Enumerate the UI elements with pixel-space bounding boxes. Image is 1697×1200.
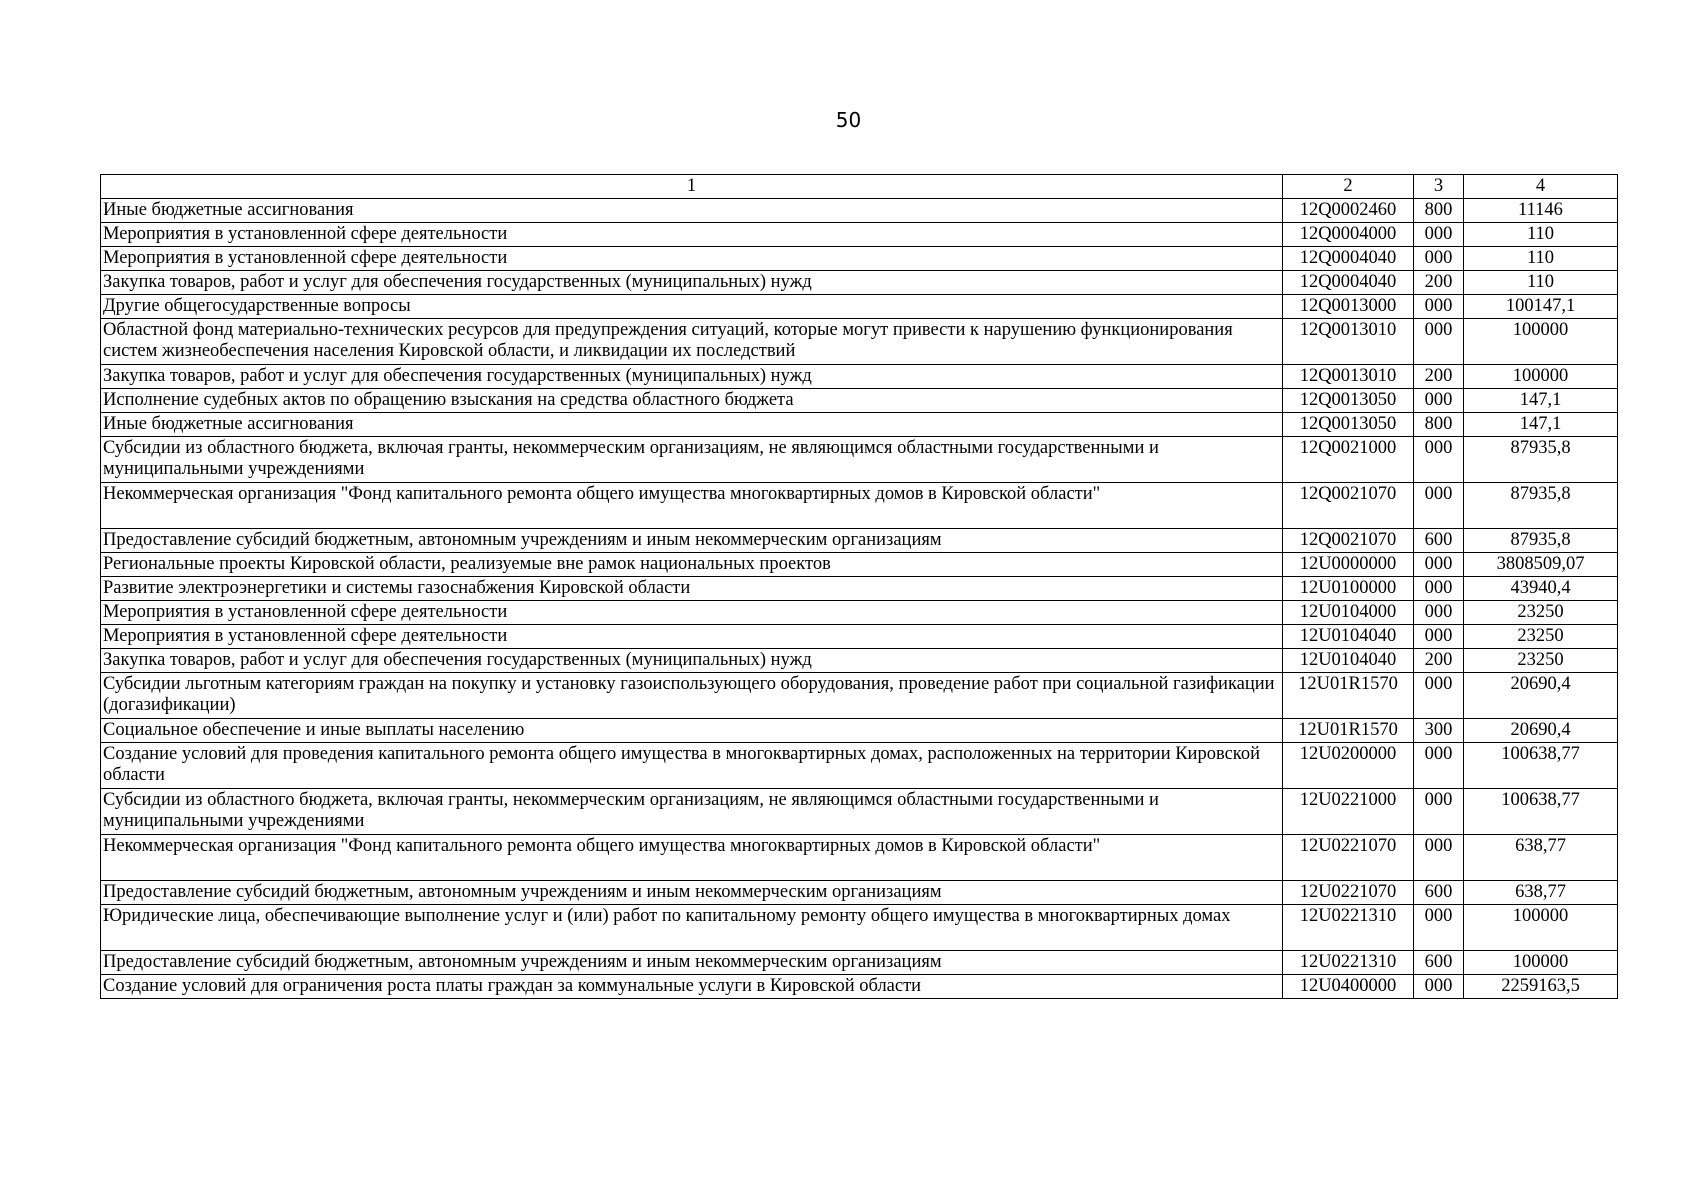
expense-type-cell: 300 bbox=[1414, 719, 1464, 743]
expense-type-cell: 600 bbox=[1414, 529, 1464, 553]
target-code-cell: 12Q0013000 bbox=[1283, 295, 1414, 319]
column-header-1: 1 bbox=[101, 175, 1283, 199]
expense-type-cell: 000 bbox=[1414, 673, 1464, 719]
column-header-2: 2 bbox=[1283, 175, 1414, 199]
expense-name-cell: Другие общегосударственные вопросы bbox=[101, 295, 1283, 319]
amount-cell: 110 bbox=[1464, 223, 1618, 247]
amount-cell: 100000 bbox=[1464, 905, 1618, 951]
expense-name-cell: Предоставление субсидий бюджетным, автономным учреждениям и иным некоммерческим организациям bbox=[101, 951, 1283, 975]
table-row bbox=[101, 673, 1618, 719]
expense-name-cell: Иные бюджетные ассигнования bbox=[101, 199, 1283, 223]
expense-name-cell: Мероприятия в установленной сфере деятельности bbox=[101, 223, 1283, 247]
target-code-cell: 12U0221310 bbox=[1283, 951, 1414, 975]
table-row bbox=[101, 881, 1618, 905]
amount-cell: 23250 bbox=[1464, 649, 1618, 673]
amount-cell: 638,77 bbox=[1464, 881, 1618, 905]
expense-type-cell: 000 bbox=[1414, 905, 1464, 951]
expense-type-cell: 800 bbox=[1414, 413, 1464, 437]
expense-name-cell: Исполнение судебных актов по обращению взыскания на средства областного бюджета bbox=[101, 389, 1283, 413]
expense-type-cell: 000 bbox=[1414, 389, 1464, 413]
expense-type-cell: 600 bbox=[1414, 881, 1464, 905]
expense-type-cell: 000 bbox=[1414, 835, 1464, 881]
table-row bbox=[101, 719, 1618, 743]
column-header-4: 4 bbox=[1464, 175, 1618, 199]
target-code-cell: 12Q0013050 bbox=[1283, 413, 1414, 437]
expense-type-cell: 000 bbox=[1414, 789, 1464, 835]
expense-type-cell: 600 bbox=[1414, 951, 1464, 975]
table-row bbox=[101, 835, 1618, 881]
amount-cell: 87935,8 bbox=[1464, 437, 1618, 483]
table-row bbox=[101, 271, 1618, 295]
target-code-cell: 12Q0013010 bbox=[1283, 319, 1414, 365]
expense-type-cell: 000 bbox=[1414, 577, 1464, 601]
amount-cell: 87935,8 bbox=[1464, 529, 1618, 553]
amount-cell: 23250 bbox=[1464, 601, 1618, 625]
expense-name-cell: Закупка товаров, работ и услуг для обеспечения государственных (муниципальных) нужд bbox=[101, 365, 1283, 389]
target-code-cell: 12Q0004000 bbox=[1283, 223, 1414, 247]
target-code-cell: 12Q0021000 bbox=[1283, 437, 1414, 483]
target-code-cell: 12U0200000 bbox=[1283, 743, 1414, 789]
expense-type-cell: 000 bbox=[1414, 295, 1464, 319]
table-row bbox=[101, 365, 1618, 389]
table-row bbox=[101, 529, 1618, 553]
target-code-cell: 12Q0002460 bbox=[1283, 199, 1414, 223]
expense-name-cell: Субсидии из областного бюджета, включая гранты, некоммерческим организациям, не являющимся областными государственными и муниципальными учреждениями bbox=[101, 437, 1283, 483]
expense-name-cell: Некоммерческая организация "Фонд капитального ремонта общего имущества многоквартирных домов в Кировской области" bbox=[101, 483, 1283, 529]
table-row bbox=[101, 905, 1618, 951]
target-code-cell: 12U0104000 bbox=[1283, 601, 1414, 625]
amount-cell: 87935,8 bbox=[1464, 483, 1618, 529]
table-row bbox=[101, 319, 1618, 365]
amount-cell: 100147,1 bbox=[1464, 295, 1618, 319]
expense-name-cell: Некоммерческая организация "Фонд капитального ремонта общего имущества многоквартирных домов в Кировской области" bbox=[101, 835, 1283, 881]
table-row bbox=[101, 483, 1618, 529]
amount-cell: 147,1 bbox=[1464, 413, 1618, 437]
table-row bbox=[101, 577, 1618, 601]
target-code-cell: 12U0221310 bbox=[1283, 905, 1414, 951]
table-row bbox=[101, 295, 1618, 319]
table-row bbox=[101, 553, 1618, 577]
expense-name-cell: Областной фонд материально-технических ресурсов для предупреждения ситуаций, которые могут привести к нарушению функционирования систем жизнеобеспечения населения Кировской области, и ликвидации их последствий bbox=[101, 319, 1283, 365]
target-code-cell: 12U0100000 bbox=[1283, 577, 1414, 601]
amount-cell: 11146 bbox=[1464, 199, 1618, 223]
expense-name-cell: Закупка товаров, работ и услуг для обеспечения государственных (муниципальных) нужд bbox=[101, 271, 1283, 295]
expense-name-cell: Субсидии льготным категориям граждан на покупку и установку газоиспользующего оборудования, проведение работ при социальной газификации (догазификации) bbox=[101, 673, 1283, 719]
amount-cell: 100000 bbox=[1464, 951, 1618, 975]
expense-name-cell: Закупка товаров, работ и услуг для обеспечения государственных (муниципальных) нужд bbox=[101, 649, 1283, 673]
amount-cell: 638,77 bbox=[1464, 835, 1618, 881]
table-row bbox=[101, 413, 1618, 437]
column-header-3: 3 bbox=[1414, 175, 1464, 199]
target-code-cell: 12U01R1570 bbox=[1283, 673, 1414, 719]
expense-type-cell: 000 bbox=[1414, 553, 1464, 577]
target-code-cell: 12U0104040 bbox=[1283, 649, 1414, 673]
expense-name-cell: Региональные проекты Кировской области, реализуемые вне рамок национальных проектов bbox=[101, 553, 1283, 577]
expense-name-cell: Предоставление субсидий бюджетным, автономным учреждениям и иным некоммерческим организациям bbox=[101, 529, 1283, 553]
amount-cell: 100638,77 bbox=[1464, 789, 1618, 835]
expense-type-cell: 000 bbox=[1414, 223, 1464, 247]
amount-cell: 147,1 bbox=[1464, 389, 1618, 413]
amount-cell: 20690,4 bbox=[1464, 673, 1618, 719]
target-code-cell: 12U0400000 bbox=[1283, 975, 1414, 999]
expense-type-cell: 000 bbox=[1414, 319, 1464, 365]
target-code-cell: 12U01R1570 bbox=[1283, 719, 1414, 743]
amount-cell: 100000 bbox=[1464, 319, 1618, 365]
amount-cell: 100638,77 bbox=[1464, 743, 1618, 789]
expense-name-cell: Субсидии из областного бюджета, включая гранты, некоммерческим организациям, не являющимся областными государственными и муниципальными учреждениями bbox=[101, 789, 1283, 835]
target-code-cell: 12U0000000 bbox=[1283, 553, 1414, 577]
amount-cell: 20690,4 bbox=[1464, 719, 1618, 743]
expense-type-cell: 000 bbox=[1414, 437, 1464, 483]
expense-name-cell: Мероприятия в установленной сфере деятельности bbox=[101, 625, 1283, 649]
expense-type-cell: 200 bbox=[1414, 271, 1464, 295]
expense-type-cell: 800 bbox=[1414, 199, 1464, 223]
table-row bbox=[101, 625, 1618, 649]
amount-cell: 23250 bbox=[1464, 625, 1618, 649]
target-code-cell: 12Q0013050 bbox=[1283, 389, 1414, 413]
expense-type-cell: 200 bbox=[1414, 649, 1464, 673]
expense-type-cell: 000 bbox=[1414, 975, 1464, 999]
table-row bbox=[101, 199, 1618, 223]
expense-type-cell: 000 bbox=[1414, 247, 1464, 271]
amount-cell: 3808509,07 bbox=[1464, 553, 1618, 577]
target-code-cell: 12U0221070 bbox=[1283, 881, 1414, 905]
table-row bbox=[101, 951, 1618, 975]
expense-type-cell: 000 bbox=[1414, 625, 1464, 649]
amount-cell: 43940,4 bbox=[1464, 577, 1618, 601]
table-row bbox=[101, 789, 1618, 835]
target-code-cell: 12Q0004040 bbox=[1283, 247, 1414, 271]
target-code-cell: 12Q0004040 bbox=[1283, 271, 1414, 295]
expense-name-cell: Мероприятия в установленной сфере деятельности bbox=[101, 601, 1283, 625]
budget-table bbox=[100, 174, 1618, 999]
table-row bbox=[101, 601, 1618, 625]
target-code-cell: 12Q0021070 bbox=[1283, 529, 1414, 553]
expense-name-cell: Юридические лица, обеспечивающие выполнение услуг и (или) работ по капитальному ремонту общего имущества в многоквартирных домах bbox=[101, 905, 1283, 951]
table-row bbox=[101, 389, 1618, 413]
table-row bbox=[101, 247, 1618, 271]
expense-name-cell: Развитие электроэнергетики и системы газоснабжения Кировской области bbox=[101, 577, 1283, 601]
expense-type-cell: 000 bbox=[1414, 483, 1464, 529]
table-row bbox=[101, 437, 1618, 483]
amount-cell: 2259163,5 bbox=[1464, 975, 1618, 999]
expense-name-cell: Создание условий для ограничения роста платы граждан за коммунальные услуги в Кировской области bbox=[101, 975, 1283, 999]
table-header-row bbox=[101, 175, 1618, 199]
amount-cell: 110 bbox=[1464, 247, 1618, 271]
amount-cell: 110 bbox=[1464, 271, 1618, 295]
target-code-cell: 12U0104040 bbox=[1283, 625, 1414, 649]
amount-cell: 100000 bbox=[1464, 365, 1618, 389]
table-row bbox=[101, 649, 1618, 673]
expense-type-cell: 200 bbox=[1414, 365, 1464, 389]
table-row bbox=[101, 743, 1618, 789]
table-row bbox=[101, 975, 1618, 999]
target-code-cell: 12U0221070 bbox=[1283, 835, 1414, 881]
table-row bbox=[101, 223, 1618, 247]
expense-name-cell: Создание условий для проведения капитального ремонта общего имущества в многоквартирных домах, расположенных на территории Кировской области bbox=[101, 743, 1283, 789]
page-number: 50 bbox=[835, 108, 862, 132]
expense-type-cell: 000 bbox=[1414, 601, 1464, 625]
expense-name-cell: Предоставление субсидий бюджетным, автономным учреждениям и иным некоммерческим организациям bbox=[101, 881, 1283, 905]
target-code-cell: 12Q0021070 bbox=[1283, 483, 1414, 529]
expense-name-cell: Социальное обеспечение и иные выплаты населению bbox=[101, 719, 1283, 743]
expense-name-cell: Иные бюджетные ассигнования bbox=[101, 413, 1283, 437]
target-code-cell: 12U0221000 bbox=[1283, 789, 1414, 835]
target-code-cell: 12Q0013010 bbox=[1283, 365, 1414, 389]
expense-type-cell: 000 bbox=[1414, 743, 1464, 789]
expense-name-cell: Мероприятия в установленной сфере деятельности bbox=[101, 247, 1283, 271]
